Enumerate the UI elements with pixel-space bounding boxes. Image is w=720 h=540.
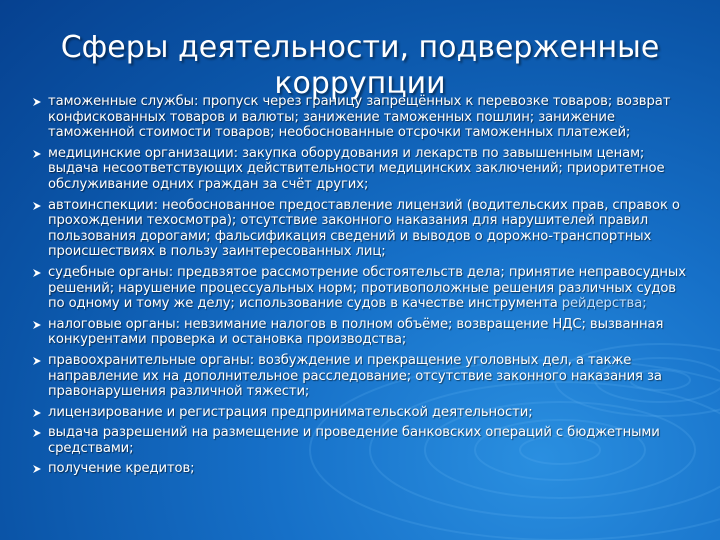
bullet-item: [30, 405, 696, 421]
bullet-item: [30, 461, 696, 477]
bullet-text: правоохранительные органы: возбуждение и прекращение уголовных дел, а также направление их на дополнительное расследование; отсутствие законного наказания за правонарушения различной тяжести;: [48, 352, 662, 400]
bullet-item: [30, 317, 696, 348]
bullet-item: [30, 198, 696, 260]
arrow-bullet-icon: [32, 356, 42, 366]
highlighted-term: рейдерства;: [561, 296, 647, 312]
bullet-text: судебные органы: предвзятое рассмотрение обстоятельств дела; принятие неправосудных решений; нарушение процессуальных норм; противоположные решения различных судов по одному и тому же делу; использование судов в качестве инструмента: [48, 264, 686, 312]
bullet-item: [30, 146, 696, 193]
bullet-item: [30, 265, 696, 312]
bullet-text: выдача разрешений на размещение и проведение банковских операций с бюджетными средствами;: [48, 425, 660, 456]
arrow-bullet-icon: [32, 97, 42, 107]
arrow-bullet-icon: [32, 408, 42, 418]
arrow-bullet-icon: [32, 428, 42, 438]
bullet-text: получение кредитов;: [48, 461, 195, 477]
bullet-text: лицензирование и регистрация предпринимательской деятельности;: [48, 404, 533, 420]
arrow-bullet-icon: [32, 149, 42, 159]
bullet-item: [30, 353, 696, 400]
arrow-bullet-icon: [32, 464, 42, 474]
bullet-item: [30, 94, 696, 141]
slide-title: Сферы деятельности, подверженные коррупции: [60, 30, 660, 101]
bullet-text: таможенные службы: пропуск через границу запрещённых к перевозке товаров; возврат конфискованных товаров и валюты; занижение таможенных пошлин; занижение таможенной стоимости товаров; необоснованные отсрочки таможенных платежей;: [48, 94, 671, 141]
bullet-text: медицинские организации: закупка оборудования и лекарств по завышенным ценам; выдача несоответствующих действительности медицинских заключений; приоритетное обслуживание одних граждан за счёт других;: [48, 145, 665, 192]
bullet-item: [30, 425, 696, 456]
arrow-bullet-icon: [32, 201, 42, 211]
arrow-bullet-icon: [32, 320, 42, 330]
arrow-bullet-icon: [32, 268, 42, 278]
bullet-list: [30, 94, 696, 482]
bullet-text: автоинспекции: необоснованное предоставление лицензий (водительских прав, справок о прохождении техосмотра); отсутствие законного наказания для нарушителей правил пользования дорогами; фальсификация сведений и выводов о дорожно-транспортных происшествиях в пользу заинтересованных лиц;: [48, 197, 680, 260]
bullet-text: налоговые органы: невзимание налогов в полном объёме; возвращение НДС; вызванная конкурентами проверка и остановка производства;: [48, 316, 664, 348]
